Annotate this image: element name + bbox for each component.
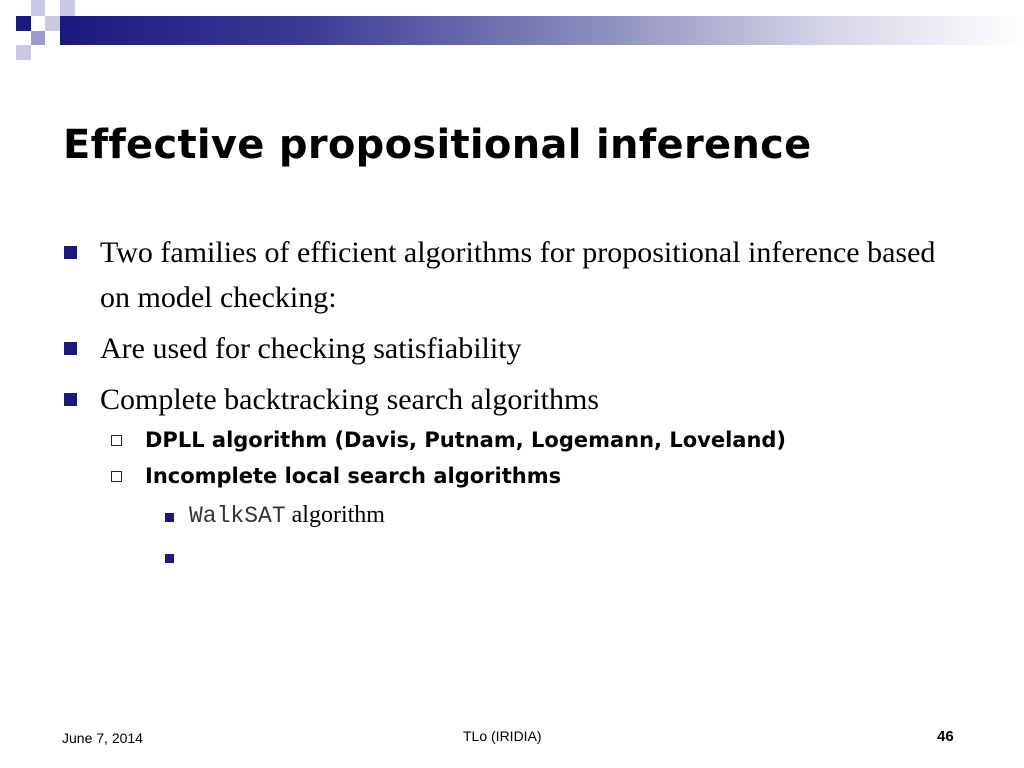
sub-bullet-item xyxy=(63,458,963,494)
square-bullet-icon xyxy=(64,393,77,406)
bullet-text: Two families of efficient algorithms for propositional inference based on model checking: xyxy=(100,236,936,314)
page-number: 46 xyxy=(937,728,954,745)
bullet-text: Complete backtracking search algorithms xyxy=(100,383,599,416)
bullet-text: Are used for checking satisfiability xyxy=(100,332,522,365)
decorative-square xyxy=(31,31,45,45)
footer-author: TLo (IRIDIA) xyxy=(463,728,542,744)
bullet-item xyxy=(63,230,963,320)
algorithm-name: WalkSAT xyxy=(189,503,286,529)
header-gradient-bar xyxy=(60,16,1024,45)
square-bullet-icon xyxy=(64,342,77,355)
hollow-square-bullet-icon xyxy=(111,435,122,446)
sub-bullet-text: Incomplete local search algorithms xyxy=(145,464,562,488)
square-bullet-icon xyxy=(64,246,77,259)
hollow-square-bullet-icon xyxy=(111,471,122,482)
small-square-bullet-icon xyxy=(165,513,174,522)
decorative-square xyxy=(60,0,75,16)
decorative-square xyxy=(0,31,16,45)
footer-date: June 7, 2014 xyxy=(62,730,143,746)
decorative-square xyxy=(45,16,60,31)
sub-bullet-item xyxy=(63,422,963,458)
slide-title: Effective propositional inference xyxy=(63,122,812,168)
sub-bullet-text: DPLL algorithm (Davis, Putnam, Logemann, Loveland) xyxy=(145,428,787,452)
bullet-item xyxy=(63,326,963,371)
sub-sub-bullet-item xyxy=(63,495,963,536)
small-square-bullet-icon xyxy=(165,554,174,563)
decorative-square xyxy=(16,45,31,60)
bullet-item xyxy=(63,377,963,422)
decorative-square xyxy=(16,16,31,31)
decorative-square xyxy=(31,0,45,16)
sub-sub-bullet-item xyxy=(63,536,963,576)
decorative-square xyxy=(31,45,45,60)
sub-sub-bullet-text: algorithm xyxy=(285,502,385,528)
bullet-list xyxy=(63,230,963,576)
